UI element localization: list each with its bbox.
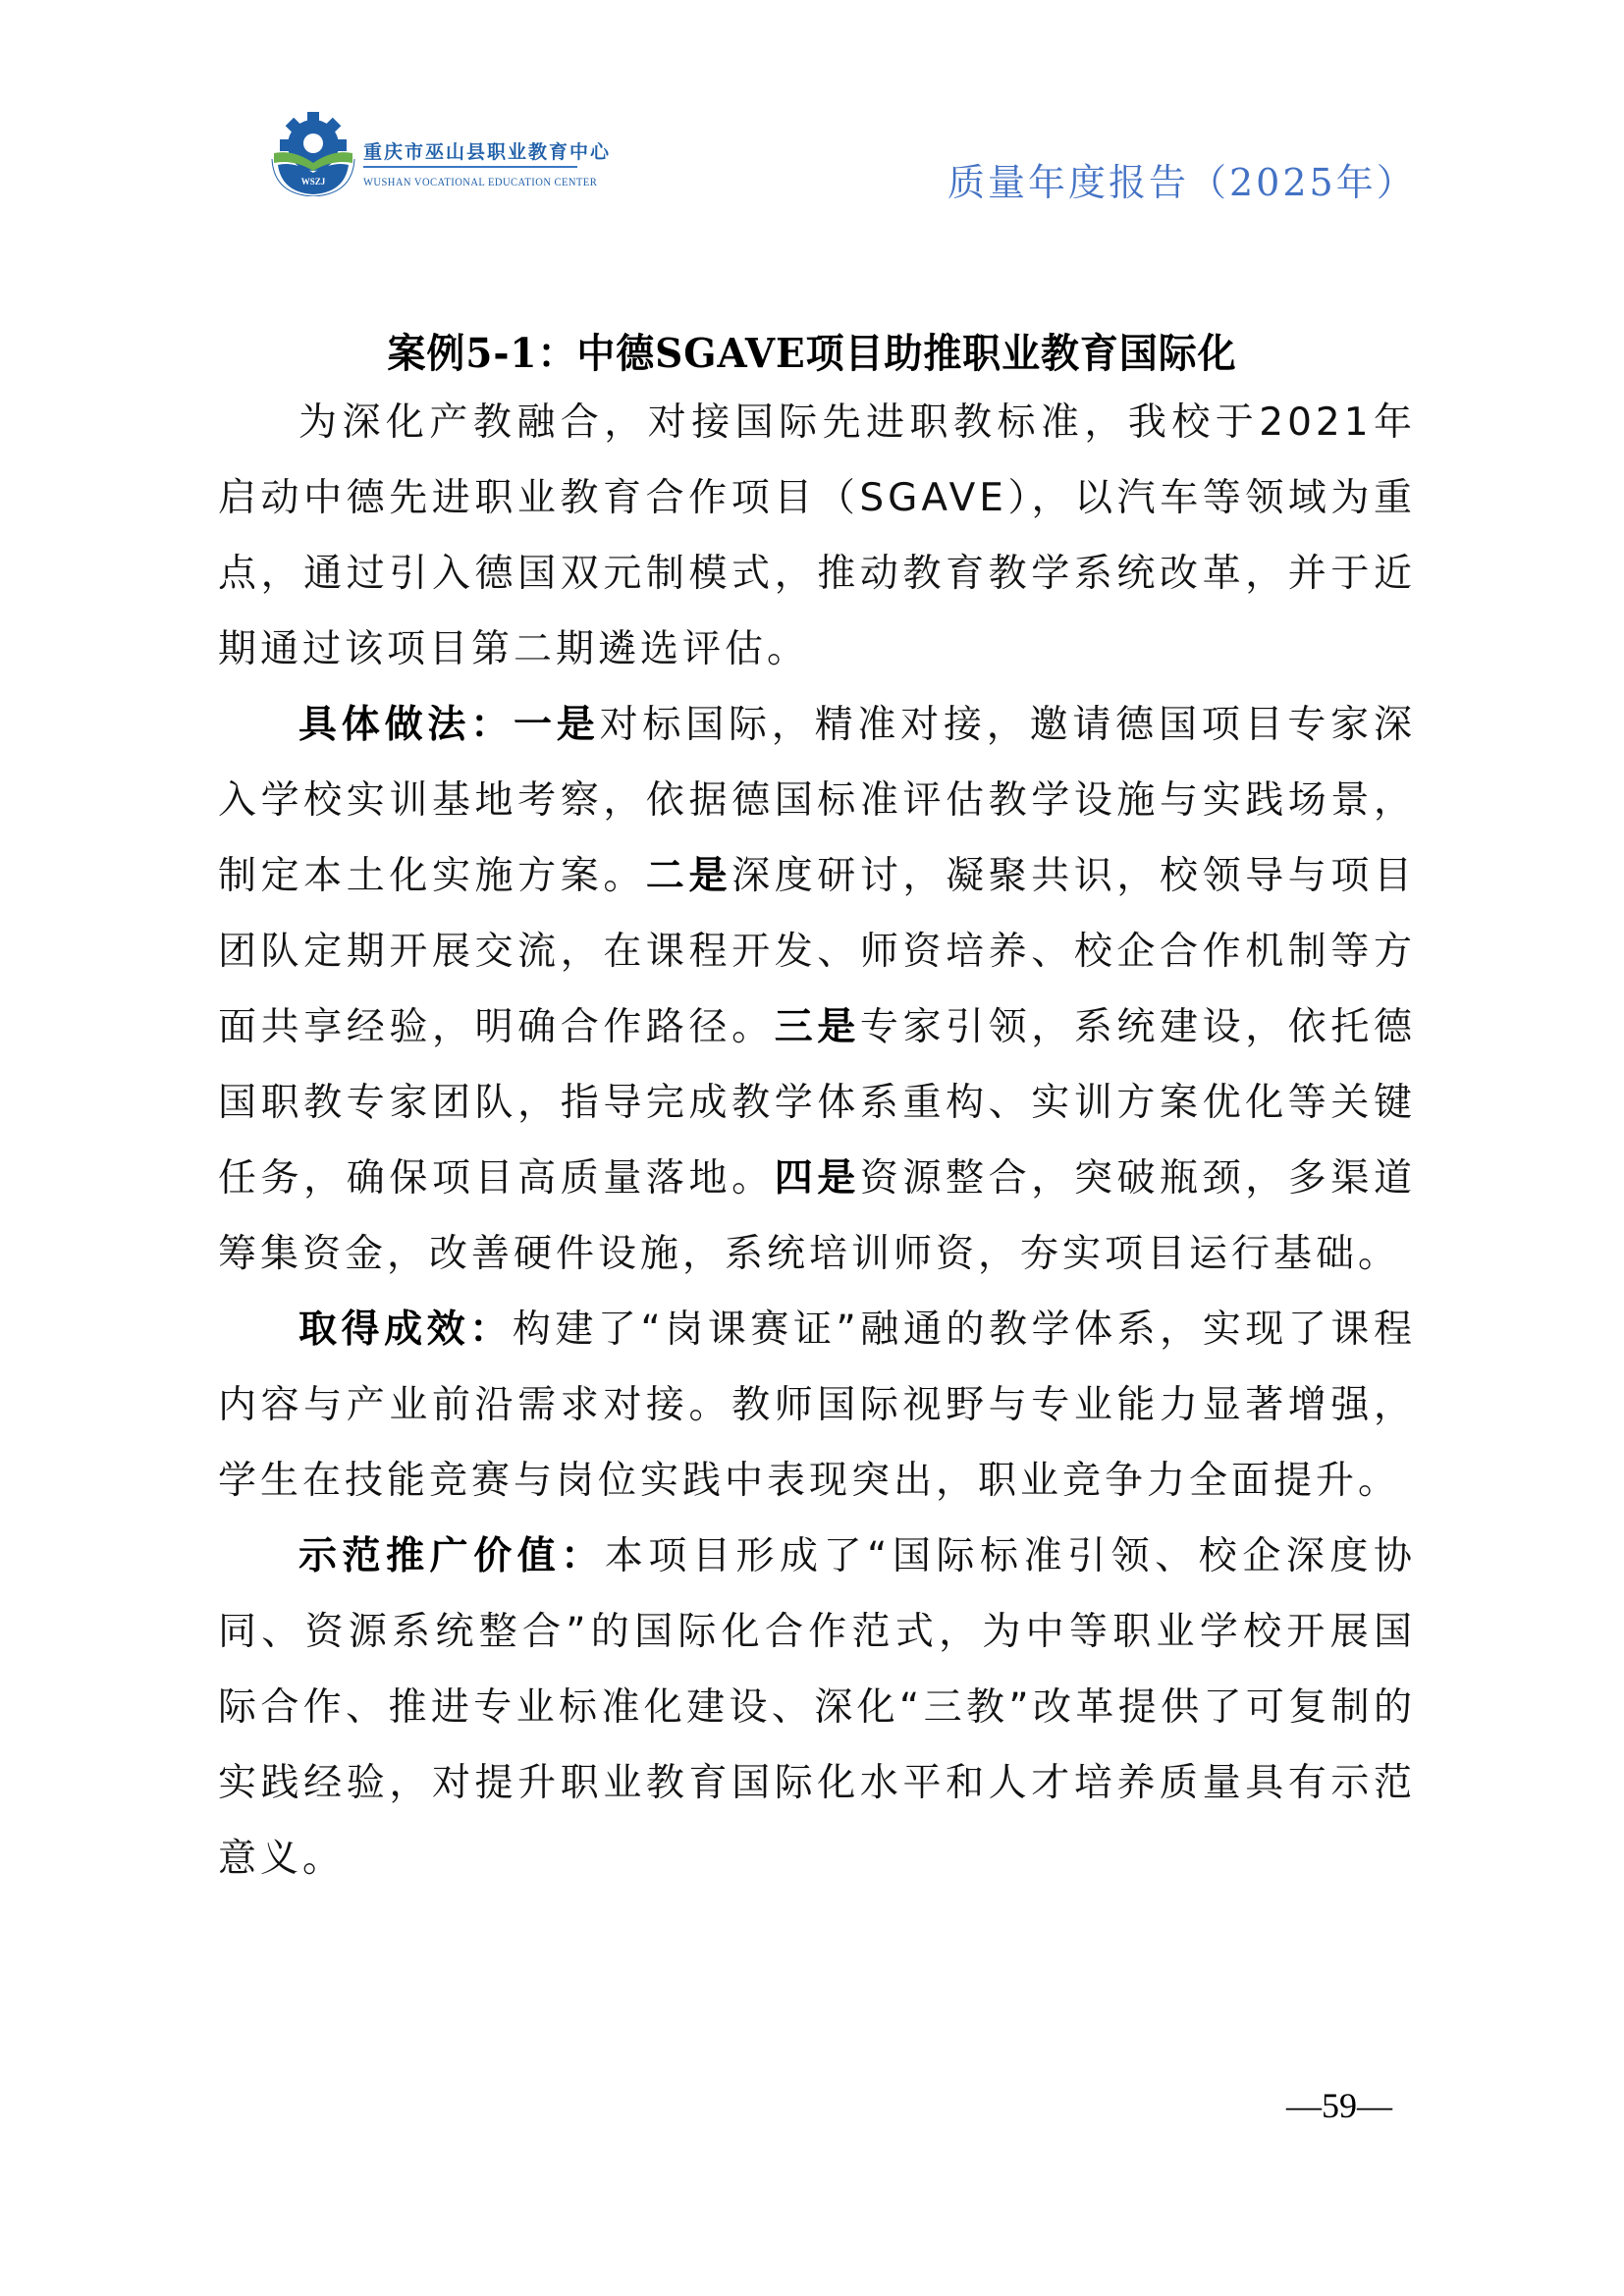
school-logo	[270, 110, 612, 198]
school-name-chinese: 重庆市巫山县职业教育中心	[363, 141, 612, 163]
paragraph-methods	[218, 687, 1416, 1292]
method-two-text: 深度研讨，凝聚共识，校领导与项目团队定期开展交流，在课程开发、师资培养、校企合作机制等方面共享经验，明确合作路径。	[218, 854, 1416, 1049]
methods-label: 具体做法：一是	[298, 703, 600, 747]
method-four-label: 四是	[774, 1156, 860, 1201]
method-two-label: 二是	[645, 854, 732, 898]
case-body	[218, 385, 1416, 1896]
paragraph-intro	[218, 385, 1416, 687]
results-label: 取得成效：	[298, 1308, 513, 1352]
report-title: 质量年度报告（2025年）	[947, 161, 1417, 204]
page-header	[0, 0, 1624, 226]
school-name-english: WUSHAN VOCATIONAL EDUCATION CENTER	[363, 175, 598, 188]
logo-badge-text: WSZJ	[300, 177, 326, 187]
value-label: 示范推广价值：	[298, 1534, 605, 1578]
gear-book-logo-icon	[270, 110, 356, 196]
paragraph-value	[218, 1519, 1416, 1896]
case-title: 案例5-1：中德SGAVE项目助推职业教育国际化	[387, 330, 1237, 378]
method-one-text: 对标国际，精准对接，邀请德国项目专家深入学校实训基地考察，依据德国标准评估教学设施与实践场景，制定本土化实施方案。	[218, 703, 1416, 898]
method-four-text: 资源整合，突破瓶颈，多渠道筹集资金，改善硬件设施，系统培训师资，夯实项目运行基础。	[218, 1156, 1416, 1276]
page-number: —59—	[1286, 2086, 1392, 2125]
paragraph-results	[218, 1292, 1416, 1519]
intro-text: 为深化产教融合，对接国际先进职教标准，我校于2021年启动中德先进职业教育合作项目（SGAVE），以汽车等领域为重点，通过引入德国双元制模式，推动教育教学系统改革，并于近期通过该项目第二期遴选评估。	[218, 400, 1416, 671]
method-three-text: 专家引领，系统建设，依托德国职教专家团队，指导完成教学体系重构、实训方案优化等关键任务，确保项目高质量落地。	[218, 1005, 1416, 1201]
method-three-label: 三是	[774, 1005, 860, 1049]
value-text: 本项目形成了“国际标准引领、校企深度协同、资源系统整合”的国际化合作范式，为中等职业学校开展国际合作、推进专业标准化建设、深化“三教”改革提供了可复制的实践经验，对提升职业教育国际化水平和人才培养质量具有示范意义。	[218, 1534, 1416, 1881]
results-text: 构建了“岗课赛证”融通的教学体系，实现了课程内容与产业前沿需求对接。教师国际视野与专业能力显著增强，学生在技能竞赛与岗位实践中表现突出，职业竞争力全面提升。	[218, 1308, 1416, 1503]
logo-divider	[363, 166, 577, 168]
